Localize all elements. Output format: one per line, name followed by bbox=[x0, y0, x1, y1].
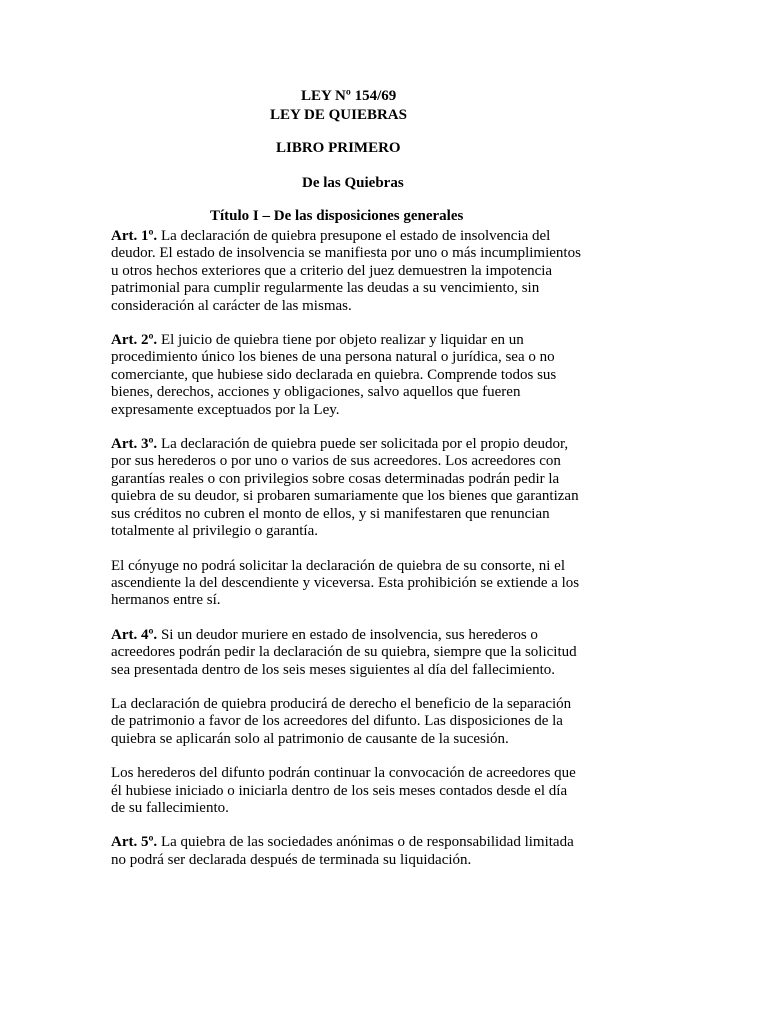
article-label: Art. 5º. bbox=[111, 834, 158, 851]
paragraph-text: Los herederos del difunto podrán continuar la convocación de acreedores que él hubiese iniciado o iniciarla dentro de los seis meses contados desde el día de su fallecimiento. bbox=[111, 765, 576, 816]
paragraph-text: La declaración de quiebra producirá de derecho el beneficio de la separación de patrimonio a favor de los acreedores del difunto. Las disposiciones de la quiebra se aplicarán solo al patrimonio de causante de la sucesión. bbox=[111, 695, 572, 747]
article-label: Art. 2º. bbox=[111, 332, 158, 349]
article-text: La quiebra de las sociedades anónimas o de responsabilidad limitada no podrá ser declarada después de terminada su liquidación. bbox=[111, 834, 574, 868]
article-text: La declaración de quiebra puede ser solicitada por el propio deudor, por sus herederos o por uno o varios de sus acreedores. Los acreedores con garantías reales o con privilegios sobre cosas determinadas podrán pedir la quiebra de su deudor, si probaren sumariamente que los bienes que garantizan sus créditos no cubren el monto de ellos, y si manifestaren que renuncian totalmente al privilegio o garantía. bbox=[111, 436, 579, 540]
book-heading: LIBRO PRIMERO bbox=[276, 140, 401, 156]
article-5-paragraph bbox=[111, 834, 581, 869]
paragraph-text: El cónyuge no podrá solicitar la declaración de quiebra de su consorte, ni el ascendiente la del descendiente y viceversa. Esta prohibición se extiende a los hermanos entre sí. bbox=[111, 557, 580, 609]
law-name-heading: LEY DE QUIEBRAS bbox=[270, 107, 407, 123]
article-4-paragraph bbox=[111, 627, 581, 679]
article-text: Si un deudor muriere en estado de insolvencia, sus herederos o acreedores podrán pedir la declaración de su quiebra, siempre que la solicitud sea presentada dentro de los seis meses siguientes al día del fallecimiento. bbox=[111, 626, 577, 678]
law-number-heading: LEY Nº 154/69 bbox=[301, 88, 397, 104]
article-text: La declaración de quiebra presupone el estado de insolvencia del deudor. El estado de insolvencia se manifiesta por uno o más incumplimientos u otros hechos exteriores que a criterio del juez demuestren la impotencia patrimonial para cumplir regularmente las deudas a su vencimiento, sin consideración al carácter de las mismas. bbox=[111, 228, 581, 314]
article-label: Art. 1º. bbox=[111, 228, 158, 244]
article-text: El juicio de quiebra tiene por objeto realizar y liquidar en un procedimiento único los bienes de una persona natural o jurídica, sea o no comerciante, que hubiese sido declarada en quiebra. Comprende todos sus bienes, derechos, acciones y obligaciones, salvo aquellos que fueren expresamente exceptuados por la Ley. bbox=[111, 332, 557, 418]
section-heading: De las Quiebras bbox=[302, 175, 404, 191]
article-1-paragraph bbox=[111, 228, 581, 315]
article-3-paragraph bbox=[111, 436, 581, 540]
document-body bbox=[111, 228, 581, 886]
article-4-continuation-paragraph bbox=[111, 765, 581, 817]
article-3-continuation-paragraph bbox=[111, 558, 581, 610]
title-heading: Título I – De las disposiciones generales bbox=[210, 208, 464, 224]
article-2-paragraph bbox=[111, 332, 581, 419]
article-label: Art. 4º. bbox=[111, 626, 158, 643]
article-4-continuation-paragraph bbox=[111, 696, 581, 748]
article-label: Art. 3º. bbox=[111, 436, 158, 453]
